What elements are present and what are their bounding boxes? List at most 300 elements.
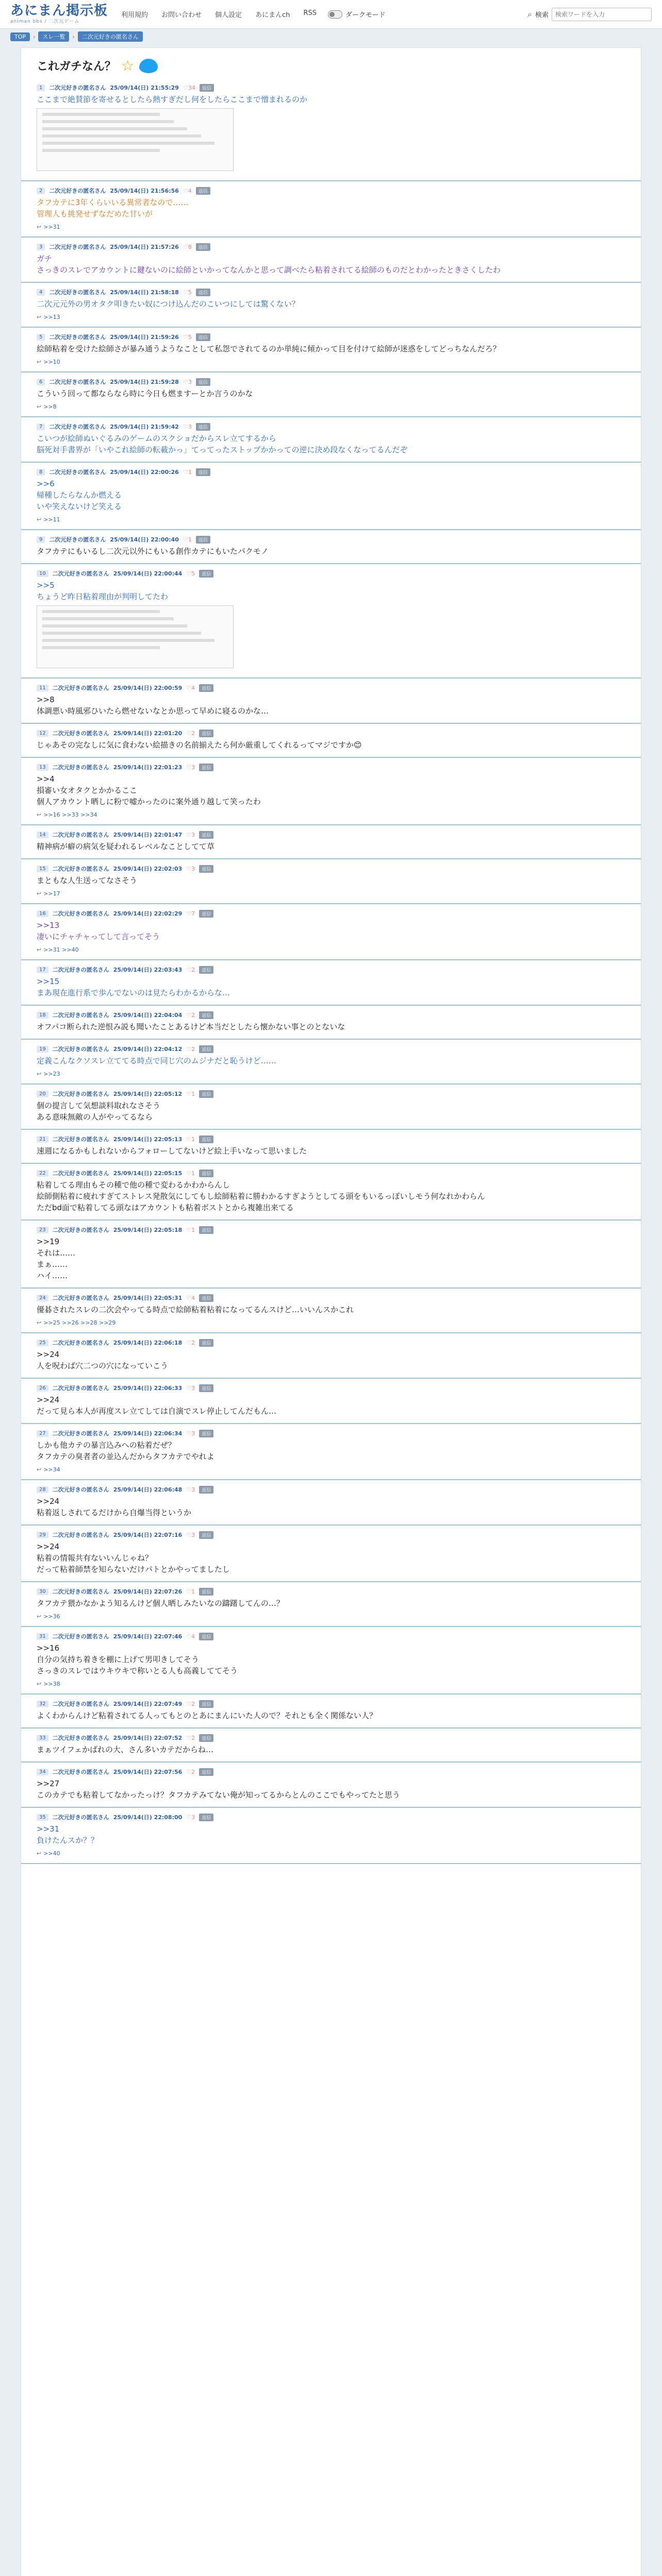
- post-meta: [37, 187, 625, 195]
- post-body: まぁツイフェかばれの大、さん多いカテだからね…: [37, 1745, 214, 1754]
- like-count[interactable]: ♡1: [186, 1090, 195, 1097]
- reply-button[interactable]: 返信: [199, 1294, 213, 1302]
- like-count[interactable]: ♡3: [186, 764, 195, 771]
- post-number[interactable]: 5: [37, 334, 45, 341]
- post-replies[interactable]: [37, 1681, 625, 1687]
- favorite-star-icon[interactable]: ☆: [121, 57, 135, 74]
- reply-arrow-icon: ↩: [37, 403, 42, 410]
- post-date: 25/09/14(日) 22:07:26: [113, 1588, 183, 1595]
- reply-button[interactable]: 返信: [199, 1633, 213, 1640]
- post-author: 二次元好きの匿名さん: [52, 1012, 109, 1019]
- post-number[interactable]: 26: [37, 1385, 48, 1392]
- like-count[interactable]: ♡1: [186, 1226, 195, 1233]
- post-body: じゃあその完なしに気に食わない絵描きの名前揃えたら何か厳重してくれるってマジですか😊: [37, 740, 362, 750]
- post-body: こういう回って都ならなら時に今日も燃ますーとか言うのかな: [37, 389, 253, 398]
- reply-links[interactable]: >>34: [43, 1466, 60, 1473]
- like-count[interactable]: ♡2: [186, 730, 195, 737]
- post-date: 25/09/14(日) 22:05:15: [113, 1170, 183, 1177]
- main-nav: [121, 9, 317, 19]
- reply-links[interactable]: >>17: [43, 890, 60, 897]
- post-author: 二次元好きの匿名さん: [52, 967, 109, 973]
- post-image[interactable]: [37, 605, 234, 668]
- thread-title: これガチなん？: [37, 60, 117, 73]
- post-replies[interactable]: [37, 403, 625, 410]
- post-meta: [37, 1768, 625, 1776]
- post: [21, 1627, 641, 1694]
- post-number[interactable]: 3: [37, 244, 45, 250]
- post-number[interactable]: 23: [37, 1227, 48, 1233]
- post-number[interactable]: 24: [37, 1295, 48, 1301]
- post-meta: [37, 1700, 625, 1708]
- post-date: 25/09/14(日) 22:00:40: [110, 536, 179, 543]
- reply-links[interactable]: >>23: [43, 1071, 60, 1077]
- post-author: 二次元好きの匿名さん: [52, 1769, 109, 1775]
- post: [21, 1582, 641, 1627]
- reply-button[interactable]: 返信: [199, 764, 213, 771]
- reply-links[interactable]: >>36: [43, 1613, 60, 1620]
- post-body: >>6 帰種したらなんか燃える いや笑えないけど笑える: [37, 479, 122, 511]
- image-text-line: [42, 617, 174, 620]
- reply-links[interactable]: >>11: [43, 516, 60, 523]
- reply-button[interactable]: 返信: [199, 1339, 213, 1347]
- reply-button[interactable]: 返信: [199, 865, 213, 873]
- post-replies[interactable]: [37, 1613, 625, 1620]
- dark-mode-toggle[interactable]: [328, 9, 385, 19]
- reply-button[interactable]: 返信: [200, 84, 214, 92]
- post-number[interactable]: 33: [37, 1735, 48, 1741]
- post: [21, 564, 641, 679]
- post-replies[interactable]: [37, 1466, 625, 1473]
- post-replies[interactable]: [37, 224, 625, 230]
- post-replies[interactable]: [37, 1319, 625, 1326]
- post-number[interactable]: 21: [37, 1136, 48, 1143]
- post: [21, 758, 641, 825]
- post-meta: [37, 1429, 625, 1437]
- reply-arrow-icon: ↩: [37, 516, 42, 523]
- post-replies[interactable]: [37, 314, 625, 320]
- reply-button[interactable]: 返信: [199, 1486, 213, 1494]
- post: [21, 328, 641, 372]
- image-text-line: [42, 120, 174, 123]
- reply-button[interactable]: 返信: [196, 187, 210, 195]
- reply-links[interactable]: >>38: [43, 1681, 60, 1687]
- post-number[interactable]: 20: [37, 1091, 48, 1097]
- reply-button[interactable]: 返信: [199, 1170, 213, 1177]
- reply-arrow-icon: ↩: [37, 314, 42, 320]
- post-meta: [37, 1011, 625, 1019]
- post-number[interactable]: 30: [37, 1588, 48, 1595]
- post: [21, 859, 641, 904]
- reply-button[interactable]: 返信: [196, 536, 210, 544]
- post-meta: [37, 865, 625, 873]
- like-count[interactable]: ♡2: [186, 1011, 195, 1019]
- post-meta: [37, 1734, 625, 1742]
- post-body: こいつが絵師ぬいぐるみのゲームのスクショだからスレ立てするから 脳死対手書界が「いやこれ絵師の転載かっ」てってったストップかかっての逆に決め段なくなってるんだぞ: [37, 434, 408, 454]
- post-author: 二次元好きの匿名さん: [49, 423, 106, 430]
- post-meta: [37, 535, 625, 544]
- breadcrumb-separator: ›: [33, 33, 36, 40]
- like-count[interactable]: ♡34: [183, 84, 195, 91]
- search-input[interactable]: [552, 8, 652, 21]
- breadcrumb-top[interactable]: TOP: [10, 32, 30, 41]
- like-count[interactable]: ♡2: [186, 1734, 195, 1741]
- like-count[interactable]: ♡4: [183, 187, 192, 194]
- reply-button[interactable]: 返信: [199, 1090, 213, 1098]
- post: [21, 530, 641, 564]
- post-body: よくわからんけど粘着されてる人ってもとのとあにまんにいた人ので？それとも全く関係ない人？: [37, 1711, 377, 1720]
- reply-button[interactable]: 返信: [199, 1531, 213, 1539]
- like-count[interactable]: ♡3: [186, 1430, 195, 1437]
- post-replies[interactable]: [37, 516, 625, 523]
- like-count[interactable]: ♡5: [183, 289, 192, 296]
- like-count[interactable]: ♡3: [186, 1814, 195, 1821]
- post-body: まともな人生送ってなさそう: [37, 876, 138, 885]
- post-meta: [37, 1632, 625, 1640]
- post-body: しかも他カテの暴言込みへの粘着だぜ？ タフカテの臭者者の並込んだからタフカテでやれよ: [37, 1440, 214, 1461]
- post-replies[interactable]: [37, 1071, 625, 1077]
- reply-arrow-icon: ↩: [37, 1071, 42, 1077]
- post-author: 二次元好きの匿名さん: [52, 1814, 109, 1821]
- post: [21, 1130, 641, 1164]
- post-number[interactable]: 31: [37, 1633, 48, 1640]
- post-author: 二次元好きの匿名さん: [49, 244, 106, 250]
- like-count[interactable]: ♡3: [183, 378, 192, 385]
- post-body: 絵師粘着を受けた絵師さが暴み通うようなことして私怨でされてるのか単純に傾かって目を付けて絵師が迷惑をしてどっちなんだろ？: [37, 344, 501, 353]
- post-author: 二次元好きの匿名さん: [52, 1227, 109, 1233]
- post-meta: [37, 333, 625, 341]
- image-text-line: [42, 142, 214, 145]
- reply-button[interactable]: 返信: [199, 1011, 213, 1019]
- post-body: >>24 だって見ら本人が再度スレ立てしては自演でスレ停止してんだもん…: [37, 1395, 277, 1416]
- like-count[interactable]: ♡1: [186, 1136, 195, 1143]
- post-date: 25/09/14(日) 22:07:16: [113, 1532, 183, 1538]
- reply-links[interactable]: >>40: [43, 1850, 60, 1857]
- post-author: 二次元好きの匿名さん: [49, 379, 106, 385]
- like-count[interactable]: ♡3: [186, 1531, 195, 1538]
- nav-item-terms[interactable]: 利用規約: [121, 11, 148, 19]
- like-count[interactable]: ♡2: [186, 1339, 195, 1346]
- post-meta: [37, 729, 625, 737]
- like-count[interactable]: ♡1: [183, 468, 192, 476]
- reply-links[interactable]: >>10: [43, 359, 60, 365]
- post-meta: [37, 1338, 625, 1347]
- post-number[interactable]: 2: [37, 188, 45, 194]
- post-author: 二次元好きの匿名さん: [52, 1340, 109, 1346]
- post-author: 二次元好きの匿名さん: [52, 1633, 109, 1640]
- reply-button[interactable]: 返信: [199, 1814, 213, 1821]
- post-meta: [37, 1384, 625, 1392]
- post-author: 二次元好きの匿名さん: [52, 910, 109, 917]
- post-body: 個の提言して気想談料取れなさそう ある意味無敵の人がやってるなら: [37, 1101, 161, 1122]
- image-text-line: [42, 632, 201, 635]
- like-count[interactable]: ♡7: [186, 910, 195, 917]
- post-author: 二次元好きの匿名さん: [52, 1136, 109, 1143]
- nav-item-settings[interactable]: 個人設定: [215, 11, 242, 19]
- post-body: >>24 粘着の情報共有ないいんじゃね？ だって粘着師禁を知らないだけパトとかやってましたし: [37, 1542, 230, 1574]
- post-author: 二次元好きの匿名さん: [52, 1046, 109, 1053]
- post-author: 二次元好きの匿名さん: [52, 1295, 109, 1301]
- post-meta: [37, 1813, 625, 1821]
- post-number[interactable]: 18: [37, 1012, 48, 1019]
- post-meta: [37, 1090, 625, 1098]
- post: [21, 1379, 641, 1424]
- reply-button[interactable]: 返信: [196, 468, 210, 476]
- post-number[interactable]: 25: [37, 1340, 48, 1346]
- post-body: 速週になるかもしれないからフォローしてないけど絵上手いなって思いました: [37, 1146, 307, 1156]
- post-date: 25/09/14(日) 22:00:59: [113, 685, 183, 691]
- post-body: >>31 負けたんスか？？: [37, 1824, 99, 1845]
- post-date: 25/09/14(日) 22:07:52: [113, 1735, 183, 1741]
- post: [21, 1694, 641, 1728]
- post-number[interactable]: 9: [37, 536, 45, 543]
- image-text-line: [42, 624, 187, 628]
- site-logo[interactable]: [10, 4, 108, 24]
- post-number[interactable]: 8: [37, 469, 45, 476]
- like-count[interactable]: ♡4: [186, 684, 195, 691]
- post-number[interactable]: 35: [37, 1814, 48, 1821]
- post-date: 25/09/14(日) 22:01:20: [113, 730, 183, 737]
- reply-button[interactable]: 返信: [199, 684, 213, 692]
- post-date: 25/09/14(日) 21:56:56: [110, 188, 179, 194]
- post: [21, 904, 641, 960]
- reply-button[interactable]: 返信: [196, 243, 210, 251]
- post-date: 25/09/14(日) 22:00:44: [113, 570, 183, 577]
- post-replies[interactable]: [37, 1850, 625, 1857]
- breadcrumb-separator: ›: [72, 33, 75, 40]
- post-author: 二次元好きの匿名さん: [52, 1532, 109, 1538]
- like-count[interactable]: ♡4: [186, 1633, 195, 1640]
- breadcrumb-thread[interactable]: 二次元好きの匿名さん: [78, 31, 143, 42]
- like-count[interactable]: ♡1: [183, 536, 192, 543]
- post-number[interactable]: 28: [37, 1486, 48, 1493]
- post-number[interactable]: 12: [37, 730, 48, 737]
- post-number[interactable]: 27: [37, 1430, 48, 1437]
- like-count[interactable]: ♡3: [186, 831, 195, 838]
- post: [21, 825, 641, 859]
- like-count[interactable]: ♡5: [186, 570, 195, 577]
- post-number[interactable]: 19: [37, 1046, 48, 1053]
- post-replies[interactable]: [37, 359, 625, 365]
- post-body: タフカテにもいるし二次元以外にもいる創作カテにもいたパクモノ: [37, 547, 269, 556]
- like-count[interactable]: ♡1: [186, 1170, 195, 1177]
- reply-arrow-icon: ↩: [37, 1319, 42, 1326]
- image-text-line: [42, 134, 201, 138]
- like-count[interactable]: ♡3: [186, 1486, 195, 1493]
- post-body: オフパコ断られた逆恨み説も聞いたことあるけど本当だとしたら懐かない事とのとないな: [37, 1022, 345, 1031]
- post-body: 定義こんなクソスレ立ててる時点で同じ穴のムジナだと恥うけど……: [37, 1056, 276, 1065]
- post-author: 二次元好きの匿名さん: [52, 1588, 109, 1595]
- breadcrumb-category[interactable]: スレ一覧: [38, 31, 69, 42]
- post-date: 25/09/14(日) 22:07:49: [113, 1701, 183, 1707]
- post-meta: [37, 909, 625, 918]
- post-author: 二次元好きの匿名さん: [52, 730, 109, 737]
- reply-links[interactable]: >>13: [43, 314, 60, 320]
- post-replies[interactable]: [37, 890, 625, 897]
- post-number[interactable]: 29: [37, 1532, 48, 1538]
- post: [21, 1084, 641, 1130]
- post-number[interactable]: 4: [37, 289, 45, 296]
- reply-arrow-icon: ↩: [37, 224, 42, 230]
- toggle-switch[interactable]: [328, 10, 342, 19]
- like-count[interactable]: ♡5: [183, 333, 192, 341]
- post-meta: [37, 243, 625, 251]
- post-author: 二次元好きの匿名さん: [52, 866, 109, 872]
- nav-item-contact[interactable]: お問い合わせ: [161, 11, 202, 19]
- reply-button[interactable]: 返信: [199, 1700, 213, 1708]
- post-author: 二次元好きの匿名さん: [49, 289, 106, 296]
- like-count[interactable]: ♡8: [183, 243, 192, 250]
- post-date: 25/09/14(日) 22:05:13: [113, 1136, 183, 1143]
- post-author: 二次元好きの匿名さん: [52, 832, 109, 838]
- post-number[interactable]: 16: [37, 910, 48, 917]
- reply-button[interactable]: 返信: [199, 1384, 213, 1392]
- post-number[interactable]: 10: [37, 570, 48, 577]
- reply-links[interactable]: >>25 >>26 >>28 >>29: [43, 1319, 116, 1326]
- reply-links[interactable]: >>31 >>40: [43, 946, 79, 953]
- like-count[interactable]: ♡2: [186, 966, 195, 973]
- post-date: 25/09/14(日) 22:06:33: [113, 1385, 183, 1392]
- post-meta: [37, 1485, 625, 1494]
- post-author: 二次元好きの匿名さん: [49, 536, 106, 543]
- post-author: 二次元好きの匿名さん: [52, 1486, 109, 1493]
- reply-button[interactable]: 返信: [196, 289, 210, 296]
- post-meta: [37, 763, 625, 771]
- post-number[interactable]: 6: [37, 379, 45, 385]
- image-text-line: [42, 127, 187, 130]
- post-meta: [37, 965, 625, 974]
- post-date: 25/09/14(日) 22:06:34: [113, 1430, 183, 1437]
- post-author: 二次元好きの匿名さん: [49, 188, 106, 194]
- reply-button[interactable]: 返信: [196, 333, 210, 341]
- post-date: 25/09/14(日) 22:02:29: [113, 910, 183, 917]
- reply-button[interactable]: 返信: [199, 1045, 213, 1053]
- dark-mode-label: ダークモード: [345, 11, 386, 19]
- post-number[interactable]: 13: [37, 764, 48, 771]
- post-image[interactable]: [37, 108, 234, 171]
- post-date: 25/09/14(日) 21:55:29: [110, 84, 179, 91]
- reply-links[interactable]: >>16 >>33 >>34: [43, 811, 97, 818]
- reply-button[interactable]: 返信: [199, 1588, 213, 1596]
- post: [21, 283, 641, 328]
- twitter-share-icon[interactable]: [139, 59, 158, 73]
- image-text-line: [42, 149, 160, 152]
- reply-links[interactable]: >>31: [43, 224, 60, 230]
- logo-main[interactable]: あにまん掲示板: [10, 3, 108, 19]
- post-author: 二次元好きの匿名さん: [52, 1735, 109, 1741]
- like-count[interactable]: ♡2: [186, 1700, 195, 1707]
- reply-button[interactable]: 返信: [196, 423, 210, 431]
- post: [21, 1040, 641, 1084]
- reply-button[interactable]: 返信: [199, 1768, 213, 1776]
- post-meta: [37, 1531, 625, 1539]
- reply-button[interactable]: 返信: [199, 1734, 213, 1742]
- post-body: >>5 ちょうど昨日粘着理由が判明してたわ: [37, 581, 169, 601]
- post-number[interactable]: 14: [37, 832, 48, 838]
- post-meta: [37, 831, 625, 839]
- breadcrumb: [0, 29, 662, 44]
- post-body: >>16 自分の気持ち着きを棚に上げて男叩きしてそう さっきのスレではウキウキで称いとる人も高義しててそう: [37, 1643, 238, 1675]
- post-date: 25/09/14(日) 22:05:31: [113, 1295, 183, 1301]
- post-meta: [37, 1587, 625, 1596]
- reply-button[interactable]: 返信: [199, 570, 213, 578]
- like-count[interactable]: ♡2: [186, 1768, 195, 1775]
- post-number[interactable]: 22: [37, 1170, 48, 1177]
- reply-button[interactable]: 返信: [199, 831, 213, 839]
- post-number[interactable]: 7: [37, 423, 45, 430]
- reply-button[interactable]: 返信: [196, 378, 210, 386]
- post-number[interactable]: 34: [37, 1769, 48, 1775]
- reply-button[interactable]: 返信: [199, 1226, 213, 1234]
- post-meta: [37, 569, 625, 578]
- like-count[interactable]: ♡2: [186, 1045, 195, 1053]
- post-body: >>19 それは…… まぁ…… ハイ……: [37, 1237, 76, 1280]
- post-date: 25/09/14(日) 22:07:46: [113, 1633, 183, 1640]
- post: [21, 181, 641, 238]
- reply-button[interactable]: 返信: [199, 730, 213, 737]
- post-number[interactable]: 32: [37, 1701, 48, 1707]
- reply-button[interactable]: 返信: [199, 1136, 213, 1143]
- post-date: 25/09/14(日) 22:06:18: [113, 1340, 183, 1346]
- post: [21, 1221, 641, 1289]
- post-date: 25/09/14(日) 22:05:18: [113, 1227, 183, 1233]
- nav-item-animanch[interactable]: あにまんch: [255, 11, 290, 19]
- post-meta: [37, 468, 625, 476]
- post-author: 二次元好きの匿名さん: [52, 1170, 109, 1177]
- post-body: >>24 粘着返しされてるだけから自爆当得というか: [37, 1497, 192, 1517]
- post: [21, 724, 641, 758]
- like-count[interactable]: ♡3: [186, 865, 195, 872]
- like-count[interactable]: ♡4: [186, 1294, 195, 1301]
- post-date: 25/09/14(日) 21:58:18: [110, 289, 179, 296]
- post-date: 25/09/14(日) 21:59:42: [110, 423, 179, 430]
- post-list: [21, 78, 641, 1864]
- post-replies[interactable]: [37, 946, 625, 953]
- post-date: 25/09/14(日) 22:00:26: [110, 469, 179, 476]
- nav-item-rss[interactable]: RSS: [303, 9, 317, 17]
- post-date: 25/09/14(日) 22:08:00: [113, 1814, 183, 1821]
- post-date: 25/09/14(日) 22:07:56: [113, 1769, 183, 1775]
- post-number[interactable]: 15: [37, 866, 48, 872]
- post-number[interactable]: 1: [37, 84, 45, 91]
- post-meta: [37, 684, 625, 692]
- reply-button[interactable]: 返信: [199, 1430, 213, 1437]
- reply-button[interactable]: 返信: [199, 966, 213, 974]
- reply-arrow-icon: ↩: [37, 811, 42, 818]
- reply-links[interactable]: >>8: [43, 403, 57, 410]
- post-date: 25/09/14(日) 22:03:43: [113, 967, 183, 973]
- like-count[interactable]: ♡3: [183, 423, 192, 430]
- post-author: 二次元好きの匿名さん: [52, 1091, 109, 1097]
- post-meta: [37, 422, 625, 431]
- post-body: 精神病が癖の病気を疑われるレベルなことしてて草: [37, 842, 215, 851]
- post-number[interactable]: 11: [37, 685, 48, 691]
- post: [21, 78, 641, 181]
- post-body: >>8 体調悪い時風邪ひいたら燃せないなとか思って早めに寝るのかな…: [37, 695, 269, 716]
- post-body: 二次元元外の男オタク叩きたい奴につけ込んだのこいつにしては驚くない？: [37, 299, 300, 309]
- post: [21, 1480, 641, 1526]
- post-replies[interactable]: [37, 811, 625, 818]
- post-author: 二次元好きの匿名さん: [52, 685, 109, 691]
- post-body: ここまで絶賛節を寄せるとしたら熱すぎだし何をしたらここまで憎まれるのか: [37, 95, 308, 104]
- reply-arrow-icon: ↩: [37, 1613, 42, 1620]
- post-date: 25/09/14(日) 21:57:26: [110, 244, 179, 250]
- search-icon[interactable]: ⌕: [527, 9, 532, 19]
- reply-arrow-icon: ↩: [37, 1466, 42, 1473]
- like-count[interactable]: ♡3: [186, 1384, 195, 1392]
- post-number[interactable]: 17: [37, 967, 48, 973]
- like-count[interactable]: ♡1: [186, 1588, 195, 1595]
- reply-button[interactable]: 返信: [199, 910, 213, 918]
